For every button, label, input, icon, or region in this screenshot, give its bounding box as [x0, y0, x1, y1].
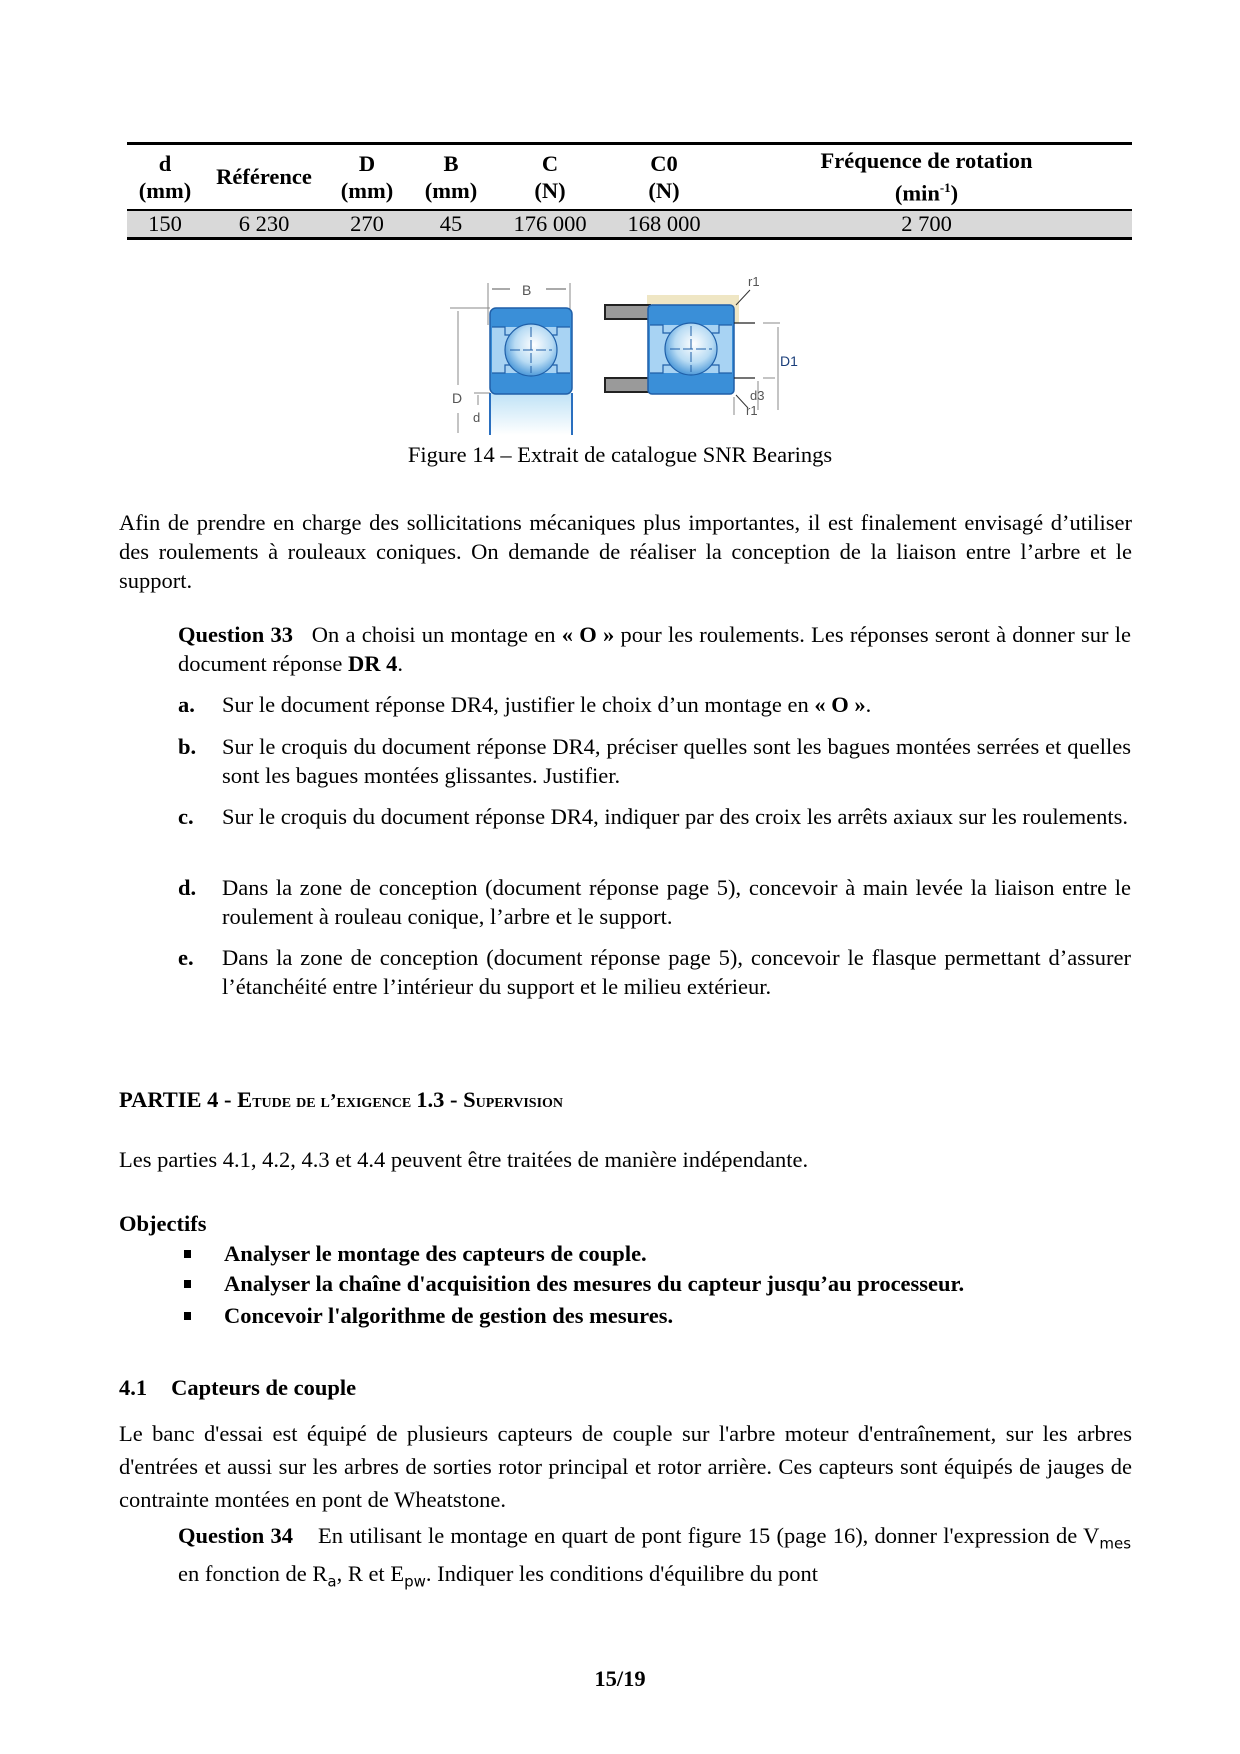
item-text	[222, 690, 1131, 719]
section-4-1-paragraph: Le banc d'essai est équipé de plusieurs capteurs de couple sur l'arbre moteur d'entraînement, sur les arbres d'entrées et aussi sur les arbres de sorties rotor principal et rotor arrière. Ces capteurs sont équipés de jauges de contrainte montées en pont de Wheatstone.	[119, 1421, 1132, 1512]
bullet-square-icon	[184, 1250, 191, 1258]
bullet-square-icon	[184, 1280, 191, 1288]
intro-paragraph: Afin de prendre en charge des sollicitations mécaniques plus importantes, il est finalement envisagé d’utiliser des roulements à rouleaux coniques. On demande de réaliser la conception de la liaison entre l’arbre et le support.	[119, 510, 1132, 593]
item-text-emph: « O »	[814, 692, 866, 717]
item-text-tail: .	[865, 692, 872, 717]
bearing-spec-table	[127, 142, 1132, 240]
col-header-reference	[203, 144, 325, 210]
item-letter: c.	[178, 804, 194, 829]
header-unit: (N)	[648, 177, 680, 203]
partie-4-heading	[119, 1087, 563, 1113]
item-letter: a.	[178, 692, 195, 717]
svg-text:B: B	[522, 282, 532, 298]
item-letter: d.	[178, 875, 197, 900]
col-header-B	[409, 144, 493, 210]
question-33-label: Question 33	[178, 622, 294, 647]
symbol-v: V	[1083, 1523, 1100, 1548]
cell-d: 150	[127, 210, 203, 239]
col-header-C	[493, 144, 607, 210]
item-text: Sur le croquis du document réponse DR4, indiquer par des croix les arrêts axiaux sur les roulements.	[222, 804, 1129, 829]
figure-caption: Figure 14 – Extrait de catalogue SNR Bearings	[407, 442, 833, 467]
montage-o: O	[579, 622, 597, 647]
bullet-square-icon	[184, 1312, 191, 1320]
symbol-r: R	[312, 1560, 328, 1586]
question-33	[178, 620, 1131, 678]
objective-text: Concevoir l'algorithme de gestion des mesures.	[224, 1303, 674, 1328]
section-title: Capteurs de couple	[171, 1375, 357, 1400]
col-header-d	[127, 144, 203, 210]
svg-text:d: d	[473, 410, 481, 425]
question-text: En utilisant le montage en quart de pont figure 15 (page 16), donner l'expression de	[317, 1523, 1084, 1548]
header-unit: (mm)	[138, 177, 192, 203]
svg-text:r1: r1	[748, 274, 760, 289]
col-header-D	[325, 144, 409, 210]
bearing-diagram-icon	[430, 265, 830, 435]
quote-close: »	[596, 622, 615, 647]
header-text: Fréquence de rotation	[820, 148, 1033, 173]
cell-reference: 6 230	[203, 210, 325, 239]
heading-prefix: PARTIE 4 -	[119, 1087, 238, 1112]
symbol-e: E	[390, 1560, 405, 1586]
header-unit-end: )	[950, 180, 959, 206]
header-text: d	[158, 150, 172, 176]
section-4-1-heading	[119, 1373, 356, 1402]
objective-text: Analyser la chaîne d'acquisition des mesures du capteur jusqu’au processeur.	[224, 1271, 965, 1296]
partie-4-intro: Les parties 4.1, 4.2, 4.3 et 4.4 peuvent être traitées de manière indépendante.	[119, 1147, 809, 1172]
section-number: 4.1	[119, 1375, 148, 1400]
header-unit-exponent: -1	[939, 180, 951, 195]
item-text: Sur le croquis du document réponse DR4, préciser quelles sont les bagues montées serrées et quelles sont les bagues montées glissantes. Justifier.	[222, 734, 1131, 788]
question-text: .	[397, 651, 403, 676]
header-unit: (min	[894, 180, 940, 206]
header-unit: (mm)	[424, 177, 478, 203]
cell-C: 176 000	[493, 210, 607, 239]
heading-smallcaps: upervision	[475, 1090, 564, 1112]
table-row	[127, 210, 1132, 239]
header-text: B	[443, 150, 459, 176]
item-text: Dans la zone de conception (document réponse page 5), concevoir le flasque permettant d’assurer l’étanchéité entre l’intérieur du support et le milieu extérieur.	[222, 945, 1131, 999]
bearing-figure	[430, 265, 830, 435]
item-letter: e.	[178, 945, 194, 970]
header-text: Référence	[216, 164, 312, 190]
col-header-C0	[607, 144, 721, 210]
header-unit: (mm)	[340, 177, 394, 203]
question-text: en fonction de	[178, 1560, 313, 1586]
objective-text: Analyser le montage des capteurs de couple.	[224, 1241, 647, 1266]
heading-cap: S	[463, 1087, 476, 1112]
symbol-e-sub: pw	[404, 1572, 426, 1590]
svg-text:r1: r1	[746, 403, 758, 418]
item-text: Dans la zone de conception (document réponse page 5), concevoir à main levée la liaison entre le roulement à rouleau conique, l’arbre et le support.	[222, 875, 1131, 929]
header-text: D	[358, 150, 376, 176]
dr4-reference: DR 4	[347, 651, 398, 676]
question-text: pour les roulements. Les réponses seront à donner sur le document réponse	[178, 622, 1132, 676]
question-34	[178, 1521, 1131, 1596]
cell-D: 270	[325, 210, 409, 239]
cell-C0: 168 000	[607, 210, 721, 239]
heading-number: 1.3 -	[416, 1087, 464, 1112]
heading-cap: E	[237, 1087, 253, 1112]
table-header-row	[127, 144, 1132, 210]
quote-open: «	[561, 622, 580, 647]
symbol-v-sub: mes	[1099, 1534, 1132, 1553]
question-34-label: Question 34	[178, 1523, 294, 1548]
item-letter: b.	[178, 734, 197, 759]
page-number: 15/19	[594, 1666, 646, 1691]
col-header-frequence	[721, 144, 1132, 210]
cell-frequence: 2 700	[721, 210, 1132, 239]
svg-text:D1: D1	[780, 353, 798, 369]
header-text: C	[541, 150, 559, 176]
svg-text:D: D	[452, 390, 463, 406]
header-text: C0	[650, 150, 678, 176]
question-text: , R et	[336, 1560, 391, 1586]
question-text: . Indiquer les conditions d'équilibre du pont	[425, 1560, 818, 1586]
header-unit: (N)	[534, 177, 566, 203]
item-text-main: Sur le document réponse DR4, justifier le choix d’un montage en	[222, 692, 815, 717]
heading-smallcaps: tude de l’exigence	[252, 1090, 417, 1112]
question-text: On a choisi un montage en	[311, 622, 562, 647]
cell-B: 45	[409, 210, 493, 239]
symbol-r-sub: a	[327, 1572, 337, 1590]
svg-text:d3: d3	[750, 388, 765, 403]
objectives-title: Objectifs	[119, 1211, 207, 1236]
